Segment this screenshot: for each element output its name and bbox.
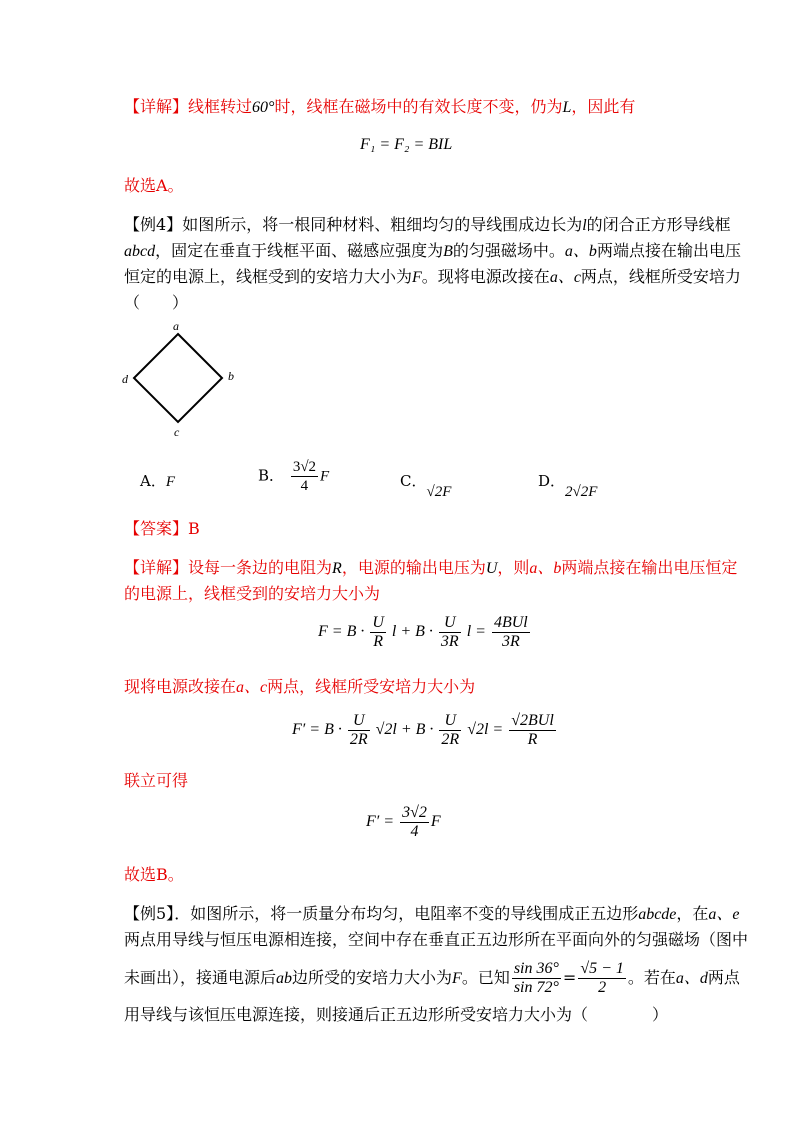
example5-line4: 用导线与该恒压电源连接，则接通后正五边形所受安培力大小为（ ） [124,1005,669,1024]
example5-line1: 【例5】．如图所示，将一质量分布均匀，电阻率不变的导线围成正五边形abcde，在a、e [124,904,740,923]
answer-line [124,518,200,540]
detail1-equation: F₁ = F₂ = BIL [360,136,453,153]
detail2-line3: 现将电源改接在a、c两点，线框所受安培力大小为 [124,677,476,696]
option-d[interactable]: D．2√2F [538,472,598,500]
detail1-line: 【详解】线框转过60°时，线框在磁场中的有效长度不变，仍为L，因此有 [124,97,636,116]
option-c[interactable]: C．√2F [400,472,452,500]
vertex-label-a: a [173,319,179,333]
option-a[interactable]: A．F [140,472,176,490]
detail2-tag: 【详解】 [124,558,189,577]
vertex-label-b: b [228,369,234,383]
detail1-conclusion: 故选A。 [124,176,184,195]
example4-tag: 【例4】 [124,215,183,234]
example4-line1: 【例4】如图所示，将一根同种材料、粗细均匀的导线围成边长为l的闭合正方形导线框 [124,215,731,234]
detail2-equation3: F′ = $\frac{3√2}{4}$ F [366,804,441,840]
detail2-line4: 联立可得 [124,771,189,790]
detail2-equation1: F = B · $\frac{U}{R}$ l + B · $\frac{U}{3R}$ l = $\frac{\text{4BUl}}{3R}$ [318,614,528,650]
example4-line4: （ ） [124,293,189,312]
detail2-line1: 【详解】设每一条边的电阻为R，电源的输出电压为U，则a、b两端点接在输出电压恒定 [124,558,738,577]
square-wire-frame-figure [116,316,256,446]
vertex-label-c: c [174,425,180,439]
example5-line2: 两点用导线与恒压电源相连接，空间中存在垂直正五边形所在平面向外的匀强磁场（图中 [124,930,749,949]
example5-tag: 【例5】 [124,904,175,923]
option-b[interactable]: B． $\frac{3√2}{4}$ F [258,459,330,494]
vertex-label-d: d [122,372,128,386]
detail2-conclusion: 故选B。 [124,865,184,884]
option-b-fraction: $\frac{3√2}{4}$ [292,459,317,494]
example4-line2: abcd，固定在垂直于线框平面、磁感应强度为B的匀强磁场中。a、b两端点接在输出电压 [124,241,741,260]
detail1-tag: 【详解】 [124,97,189,116]
answer-tag: 【答案】 [124,519,189,538]
example4-line3: 恒定的电源上，线框受到的安培力大小为F。现将电源改接在a、c两点，线框所受安培力 [124,267,741,286]
answer-value: B [188,519,200,538]
square-frame [134,334,222,422]
detail2-equation2: F′ = B · $\frac{U}{2R}$ √2l + B · $\frac{U}{2R}$ √2l = $\frac{\text{√2BUl}}{R}$ [292,712,554,748]
example5-line3: 未画出），接通电源后ab边所受的安培力大小为F。已知 $\frac{\sin 36^\circ}{\sin 72^\circ}$ = $\frac{√5 - 1}{2}$ 。若在a、d两点 [124,960,740,996]
detail2-line2: 的电源上，线框受到的安培力大小为 [124,584,381,603]
